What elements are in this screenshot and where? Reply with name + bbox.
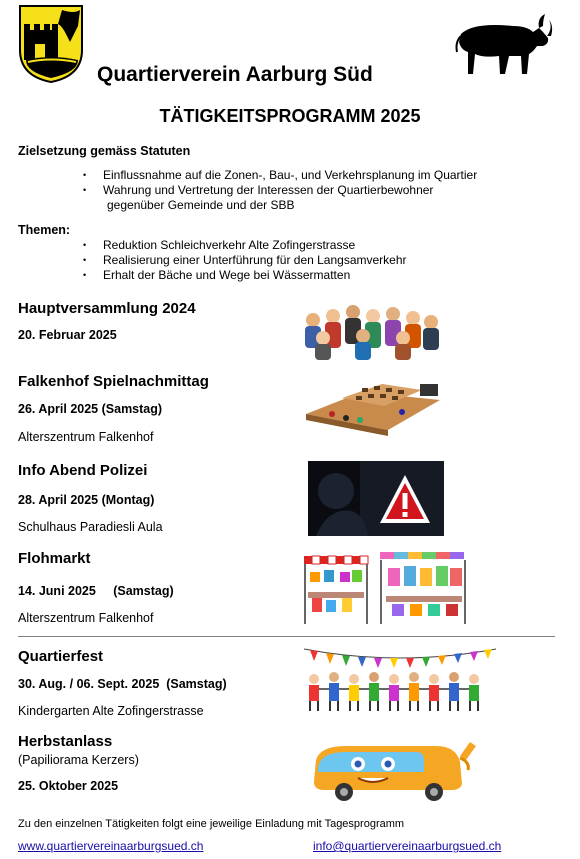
list-item: • Einflussnahme auf die Zonen-, Bau-, und Verkehrsplanung im Quartier bbox=[83, 168, 477, 183]
event-date: 25. Oktober 2025 bbox=[18, 779, 119, 793]
event-title: Herbstanlass bbox=[18, 733, 113, 750]
board-games-picture bbox=[302, 374, 444, 438]
coat-of-arms-icon bbox=[18, 4, 84, 84]
event-title: Info Abend Polizei bbox=[18, 462, 148, 479]
footer-note: Zu den einzelnen Tätigkeiten folgt eine jeweilige Einladung mit Tagesprogramm bbox=[18, 818, 405, 830]
topics-heading: Themen: bbox=[18, 223, 71, 237]
email-link[interactable]: info@quartiervereinaarburgsued.ch bbox=[313, 839, 502, 853]
divider bbox=[18, 636, 555, 637]
list-item: • Realisierung einer Unterführung für den Langsamverkehr bbox=[83, 253, 407, 268]
website-link[interactable]: www.quartiervereinaarburgsued.ch bbox=[18, 839, 204, 853]
goals-list bbox=[83, 168, 477, 213]
event-location: Alterszentrum Falkenhof bbox=[18, 611, 154, 625]
topics-list bbox=[83, 238, 407, 283]
party-people-picture bbox=[300, 641, 500, 717]
list-item-continuation: gegenüber Gemeinde und der SBB bbox=[107, 198, 295, 212]
event-title: Falkenhof Spielnachmittag bbox=[18, 373, 209, 390]
organization-title: Quartierverein Aarburg Süd bbox=[97, 63, 373, 86]
flea-market-picture bbox=[296, 546, 480, 628]
list-item: • Reduktion Schleichverkehr Alte Zofingerstrasse bbox=[83, 238, 407, 253]
list-item: • Wahrung und Vertretung der Interessen der Quartierbewohner gegenüber Gemeinde und der SBB bbox=[83, 183, 477, 213]
warning-sign-picture bbox=[308, 461, 444, 536]
event-date: 14. Juni 2025 (Samstag) bbox=[18, 584, 174, 598]
event-title: Flohmarkt bbox=[18, 550, 91, 567]
list-item: • Erhalt der Bäche und Wege bei Wässermatten bbox=[83, 268, 407, 283]
program-title: TÄTIGKEITSPROGRAMM 2025 bbox=[159, 106, 421, 126]
event-date: 26. April 2025 (Samstag) bbox=[18, 402, 163, 416]
audience-picture bbox=[299, 298, 445, 360]
event-subtitle: (Papiliorama Kerzers) bbox=[18, 753, 139, 767]
bus-cartoon-picture bbox=[306, 738, 478, 802]
event-location: Kindergarten Alte Zofingerstrasse bbox=[18, 704, 204, 718]
event-title: Quartierfest bbox=[18, 648, 104, 665]
event-location: Schulhaus Paradiesli Aula bbox=[18, 520, 163, 534]
event-date: 28. April 2025 (Montag) bbox=[18, 493, 155, 507]
event-title: Hauptversammlung 2024 bbox=[18, 300, 196, 317]
goals-heading: Zielsetzung gemäss Statuten bbox=[18, 144, 191, 158]
event-location: Alterszentrum Falkenhof bbox=[18, 430, 154, 444]
event-date: 30. Aug. / 06. Sept. 2025 (Samstag) bbox=[18, 677, 227, 691]
bull-icon bbox=[453, 12, 555, 82]
event-date: 20. Februar 2025 bbox=[18, 328, 117, 342]
